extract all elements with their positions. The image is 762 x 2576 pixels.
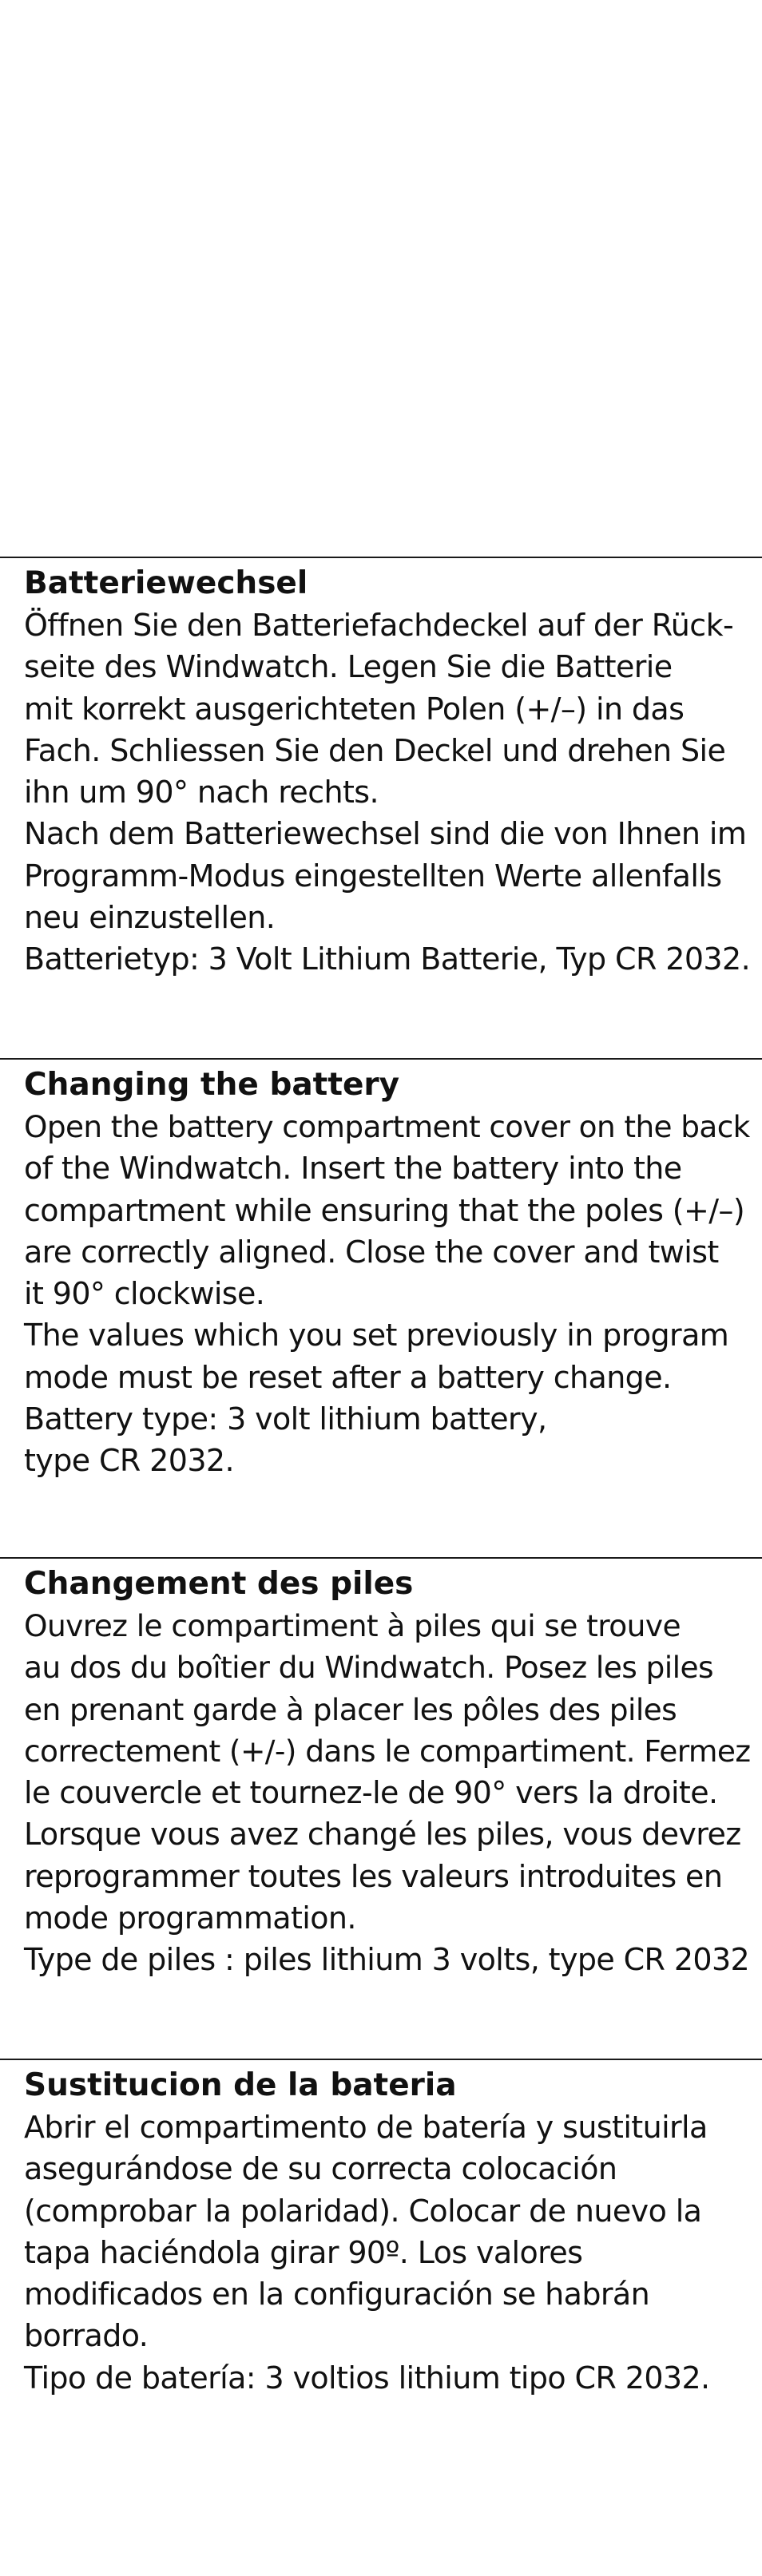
- section-heading: Batteriewechsel: [24, 565, 308, 601]
- section-heading: Changement des piles: [24, 1566, 414, 1602]
- body-line: mode programmation.: [24, 1900, 356, 1936]
- section-body: [24, 1106, 750, 1482]
- body-line: of the Windwatch. Insert the battery into the: [24, 1151, 682, 1187]
- body-line: (comprobar la polaridad). Colocar de nuevo la: [24, 2193, 702, 2229]
- body-line: it 90° clockwise.: [24, 1276, 265, 1312]
- body-line: asegurándose de su correcta colocación: [24, 2151, 617, 2187]
- body-line: compartment while ensuring that the poles (+/–): [24, 1192, 745, 1228]
- body-line: ihn um 90° nach rechts.: [24, 775, 379, 810]
- body-line: Lorsque vous avez changé les piles, vous devrez: [24, 1817, 741, 1853]
- section-body: [24, 2106, 710, 2399]
- section-heading: Sustitucion de la bateria: [24, 2067, 457, 2103]
- body-line: Abrir el compartimento de batería y sustituirla: [24, 2110, 708, 2145]
- section-body: [24, 604, 750, 981]
- body-line: le couvercle et tournez-le de 90° vers la droite.: [24, 1775, 718, 1811]
- body-line: mit korrekt ausgerichteten Polen (+/–) in das: [24, 691, 685, 727]
- body-line: borrado.: [24, 2318, 149, 2354]
- body-line: au dos du boîtier du Windwatch. Posez les piles: [24, 1650, 713, 1686]
- body-line: Ouvrez le compartiment à piles qui se trouve: [24, 1608, 681, 1643]
- body-line: en prenant garde à placer les pôles des piles: [24, 1691, 677, 1727]
- body-line: Batterietyp: 3 Volt Lithium Batterie, Typ CR 2032.: [24, 941, 751, 977]
- section-divider: [0, 1058, 762, 1060]
- body-line: Nach dem Batteriewechsel sind die von Ihnen im: [24, 816, 747, 852]
- body-line: mode must be reset after a battery change.: [24, 1359, 672, 1395]
- body-line: Open the battery compartment cover on the back: [24, 1109, 750, 1144]
- section-heading: Changing the battery: [24, 1067, 400, 1103]
- body-line: type CR 2032.: [24, 1443, 234, 1479]
- body-line: tapa haciéndola girar 90º. Los valores: [24, 2234, 583, 2270]
- body-line: The values which you set previously in program: [24, 1318, 729, 1353]
- body-line: are correctly aligned. Close the cover and twist: [24, 1234, 719, 1270]
- body-line: reprogrammer toutes les valeurs introduites en: [24, 1858, 723, 1894]
- section-body: [24, 1605, 750, 1981]
- body-line: neu einzustellen.: [24, 900, 276, 936]
- body-line: Battery type: 3 volt lithium battery,: [24, 1401, 547, 1437]
- body-line: Tipo de batería: 3 voltios lithium tipo CR 2032.: [24, 2360, 710, 2396]
- body-line: Type de piles : piles lithium 3 volts, type CR 2032: [24, 1942, 750, 1978]
- body-line: correctement (+/-) dans le compartiment. Fermez: [24, 1733, 751, 1769]
- body-line: Fach. Schliessen Sie den Deckel und drehen Sie: [24, 732, 726, 768]
- section-divider: [0, 557, 762, 558]
- section-divider: [0, 2059, 762, 2060]
- body-line: seite des Windwatch. Legen Sie die Batterie: [24, 649, 673, 685]
- body-line: Programm-Modus eingestellten Werte allenfalls: [24, 858, 722, 894]
- body-line: Öffnen Sie den Batteriefachdeckel auf der Rück-: [24, 608, 734, 643]
- body-line: modificados en la configuración se habrán: [24, 2277, 650, 2312]
- section-divider: [0, 1557, 762, 1559]
